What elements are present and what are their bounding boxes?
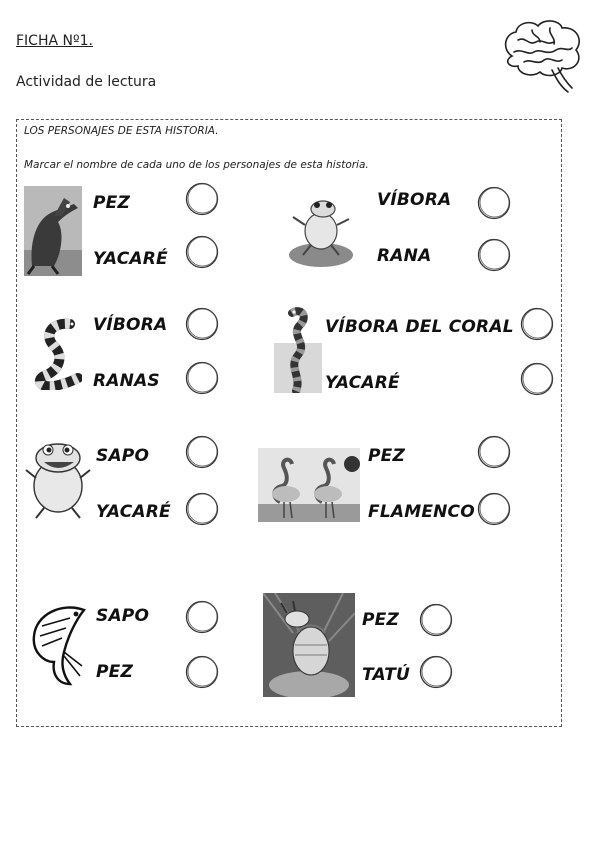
answer-circle-checkbox[interactable] [184, 181, 220, 217]
answer-circle-checkbox[interactable] [184, 306, 220, 342]
rana-image [287, 189, 355, 267]
vibora-del-coral-image [274, 303, 322, 393]
answer-circle-checkbox[interactable] [184, 599, 220, 635]
option-word: TATÚ [362, 665, 411, 685]
answer-circle-checkbox[interactable] [184, 234, 220, 270]
option-word: SAPO [96, 446, 150, 466]
flamenco-image [258, 448, 360, 522]
option-word: RANA [377, 246, 432, 266]
worksheet-subtitle: Actividad de lectura [16, 74, 157, 90]
answer-circle-checkbox[interactable] [476, 185, 512, 221]
option-word: FLAMENCO [368, 502, 475, 522]
answer-circle-checkbox[interactable] [418, 654, 454, 690]
option-word: PEZ [368, 446, 405, 466]
answer-circle-checkbox[interactable] [184, 434, 220, 470]
tatu-image [263, 593, 355, 697]
vibora-image [30, 316, 82, 390]
worksheet-title: FICHA Nº1. [16, 33, 93, 49]
option-word: YACARÉ [325, 373, 400, 393]
answer-circle-checkbox[interactable] [184, 360, 220, 396]
activity-heading: LOS PERSONAJES DE ESTA HISTORIA. [24, 125, 219, 137]
option-word: VÍBORA [377, 190, 452, 210]
brain-logo-icon [498, 16, 586, 96]
option-word: PEZ [96, 662, 133, 682]
option-word: SAPO [96, 606, 150, 626]
option-word: YACARÉ [96, 502, 171, 522]
answer-circle-checkbox[interactable] [476, 434, 512, 470]
sapo-image [22, 432, 92, 520]
option-word: VÍBORA DEL CORAL [325, 317, 514, 337]
answer-circle-checkbox[interactable] [476, 237, 512, 273]
answer-circle-checkbox[interactable] [519, 306, 555, 342]
option-word: VÍBORA [93, 315, 168, 335]
answer-circle-checkbox[interactable] [519, 361, 555, 397]
option-word: YACARÉ [93, 249, 168, 269]
pez-image [24, 596, 90, 690]
answer-circle-checkbox[interactable] [184, 491, 220, 527]
option-word: PEZ [362, 610, 399, 630]
option-word: RANAS [93, 371, 160, 391]
activity-instruction: Marcar el nombre de cada uno de los personajes de esta historia. [24, 159, 369, 171]
answer-circle-checkbox[interactable] [184, 654, 220, 690]
answer-circle-checkbox[interactable] [476, 491, 512, 527]
yacare-image [24, 186, 82, 276]
option-word: PEZ [93, 193, 130, 213]
answer-circle-checkbox[interactable] [418, 602, 454, 638]
